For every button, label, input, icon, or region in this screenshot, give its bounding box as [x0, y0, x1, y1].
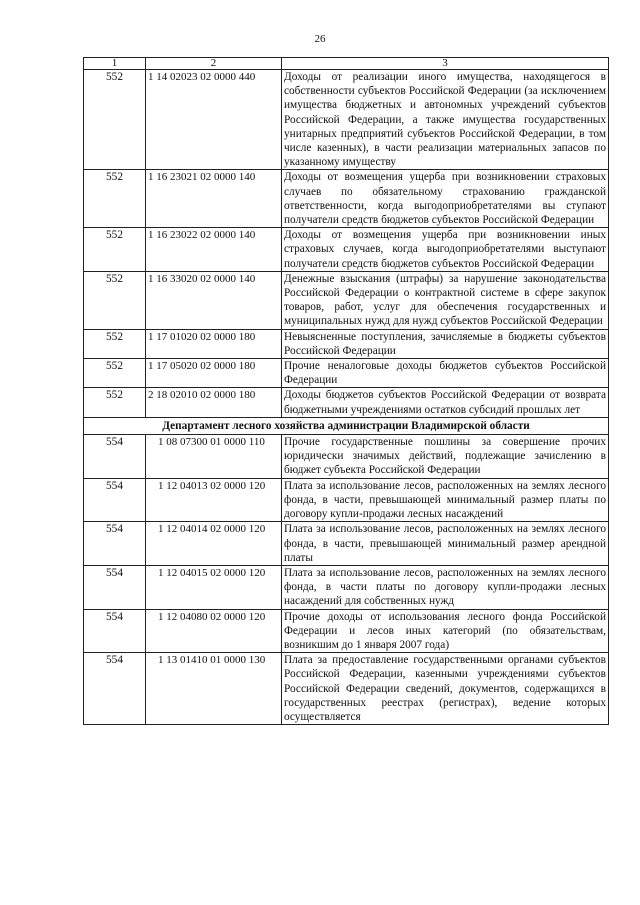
table-row	[84, 271, 609, 329]
budget-code-cell: 1 16 23021 02 0000 140	[146, 170, 282, 228]
admin-code-cell: 552	[84, 271, 146, 329]
budget-code-cell: 1 16 33020 02 0000 140	[146, 271, 282, 329]
description-cell: Прочие доходы от использования лесного фонда Российской Федерации и лесов иных категорий (по обязательствам, возникшим до 1 января 2007 года)	[282, 609, 609, 653]
budget-code-cell: 1 17 05020 02 0000 180	[146, 359, 282, 388]
description-cell: Доходы от возмещения ущерба при возникновении страховых случаев по обязательному страхованию гражданской ответственности, когда выгодоприобретателями вы ступают получатели средств бюджетов субъектов Российской Федерации	[282, 170, 609, 228]
table-row	[84, 170, 609, 228]
description-cell: Доходы от реализации иного имущества, находящегося в собственности субъектов Российской Федерации (за исключением имущества бюджетных и автономных учреждений субъектов Российской Федерации, а также имущества государственных унитарных предприятий субъектов Российской Федерации, в том числе казенных), в части реализации материальных запасов по указанному имуществу	[282, 70, 609, 170]
admin-code-cell: 554	[84, 653, 146, 725]
table-row	[84, 388, 609, 417]
budget-code-cell: 1 12 04080 02 0000 120	[146, 609, 282, 653]
section-header-row	[84, 417, 609, 434]
admin-code-cell: 552	[84, 70, 146, 170]
description-cell: Плата за использование лесов, расположенных на землях лесного фонда, в части платы по договору купли-продажи лесных насаждений для собственных нужд	[282, 565, 609, 609]
table-row	[84, 609, 609, 653]
revenue-codes-table	[83, 57, 609, 725]
budget-code-cell: 1 12 04013 02 0000 120	[146, 478, 282, 522]
admin-code-cell: 554	[84, 435, 146, 479]
admin-code-cell: 554	[84, 609, 146, 653]
description-cell: Плата за использование лесов, расположенных на землях лесного фонда, в части, превышающей минимальный размер арендной платы	[282, 522, 609, 566]
table-row	[84, 435, 609, 479]
table-row	[84, 522, 609, 566]
budget-code-cell: 1 17 01020 02 0000 180	[146, 329, 282, 358]
budget-code-cell: 1 12 04015 02 0000 120	[146, 565, 282, 609]
description-cell: Плата за использование лесов, расположенных на землях лесного фонда, в части, превышающей минимальный размер платы по договору купли-продажи лесных насаждений	[282, 478, 609, 522]
admin-code-cell: 552	[84, 359, 146, 388]
budget-code-cell: 1 16 23022 02 0000 140	[146, 228, 282, 272]
admin-code-cell: 552	[84, 228, 146, 272]
admin-code-cell: 552	[84, 170, 146, 228]
budget-code-cell: 1 13 01410 01 0000 130	[146, 653, 282, 725]
description-cell: Прочие неналоговые доходы бюджетов субъектов Российской Федерации	[282, 359, 609, 388]
section-title: Департамент лесного хозяйства администрации Владимирской области	[84, 417, 609, 434]
description-cell: Прочие государственные пошлины за совершение прочих юридически значимых действий, подлежащие зачислению в бюджет субъекта Российской Федерации	[282, 435, 609, 479]
table-row	[84, 478, 609, 522]
admin-code-cell: 552	[84, 329, 146, 358]
column-header-3: 3	[282, 58, 609, 70]
table-row	[84, 359, 609, 388]
column-header-1: 1	[84, 58, 146, 70]
admin-code-cell: 554	[84, 565, 146, 609]
budget-code-cell: 1 08 07300 01 0000 110	[146, 435, 282, 479]
budget-code-cell: 1 14 02023 02 0000 440	[146, 70, 282, 170]
budget-code-cell: 1 12 04014 02 0000 120	[146, 522, 282, 566]
column-header-2: 2	[146, 58, 282, 70]
table-row	[84, 228, 609, 272]
admin-code-cell: 554	[84, 522, 146, 566]
table-row	[84, 329, 609, 358]
description-cell: Плата за предоставление государственными органами субъектов Российской Федерации, казенными учреждениями субъектов Российской Федерации сведений, документов, содержащихся в государственных реестрах (регистрах), ведение которых осуществляется	[282, 653, 609, 725]
budget-code-cell: 2 18 02010 02 0000 180	[146, 388, 282, 417]
description-cell: Денежные взыскания (штрафы) за нарушение законодательства Российской Федерации о контрактной системе в сфере закупок товаров, работ, услуг для обеспечения государственных и муниципальных нужд для нужд субъектов Российской Федерации	[282, 271, 609, 329]
description-cell: Невыясненные поступления, зачисляемые в бюджеты субъектов Российской Федерации	[282, 329, 609, 358]
description-cell: Доходы бюджетов субъектов Российской Федерации от возврата бюджетными учреждениями остатков субсидий прошлых лет	[282, 388, 609, 417]
table-row	[84, 70, 609, 170]
admin-code-cell: 552	[84, 388, 146, 417]
table-header-row	[84, 58, 609, 70]
admin-code-cell: 554	[84, 478, 146, 522]
table-row	[84, 565, 609, 609]
page-number: 26	[314, 33, 326, 45]
description-cell: Доходы от возмещения ущерба при возникновении иных страховых случаев, когда выгодоприобретателями выступают получатели средств бюджетов субъектов Российской Федерации	[282, 228, 609, 272]
table-row	[84, 653, 609, 725]
